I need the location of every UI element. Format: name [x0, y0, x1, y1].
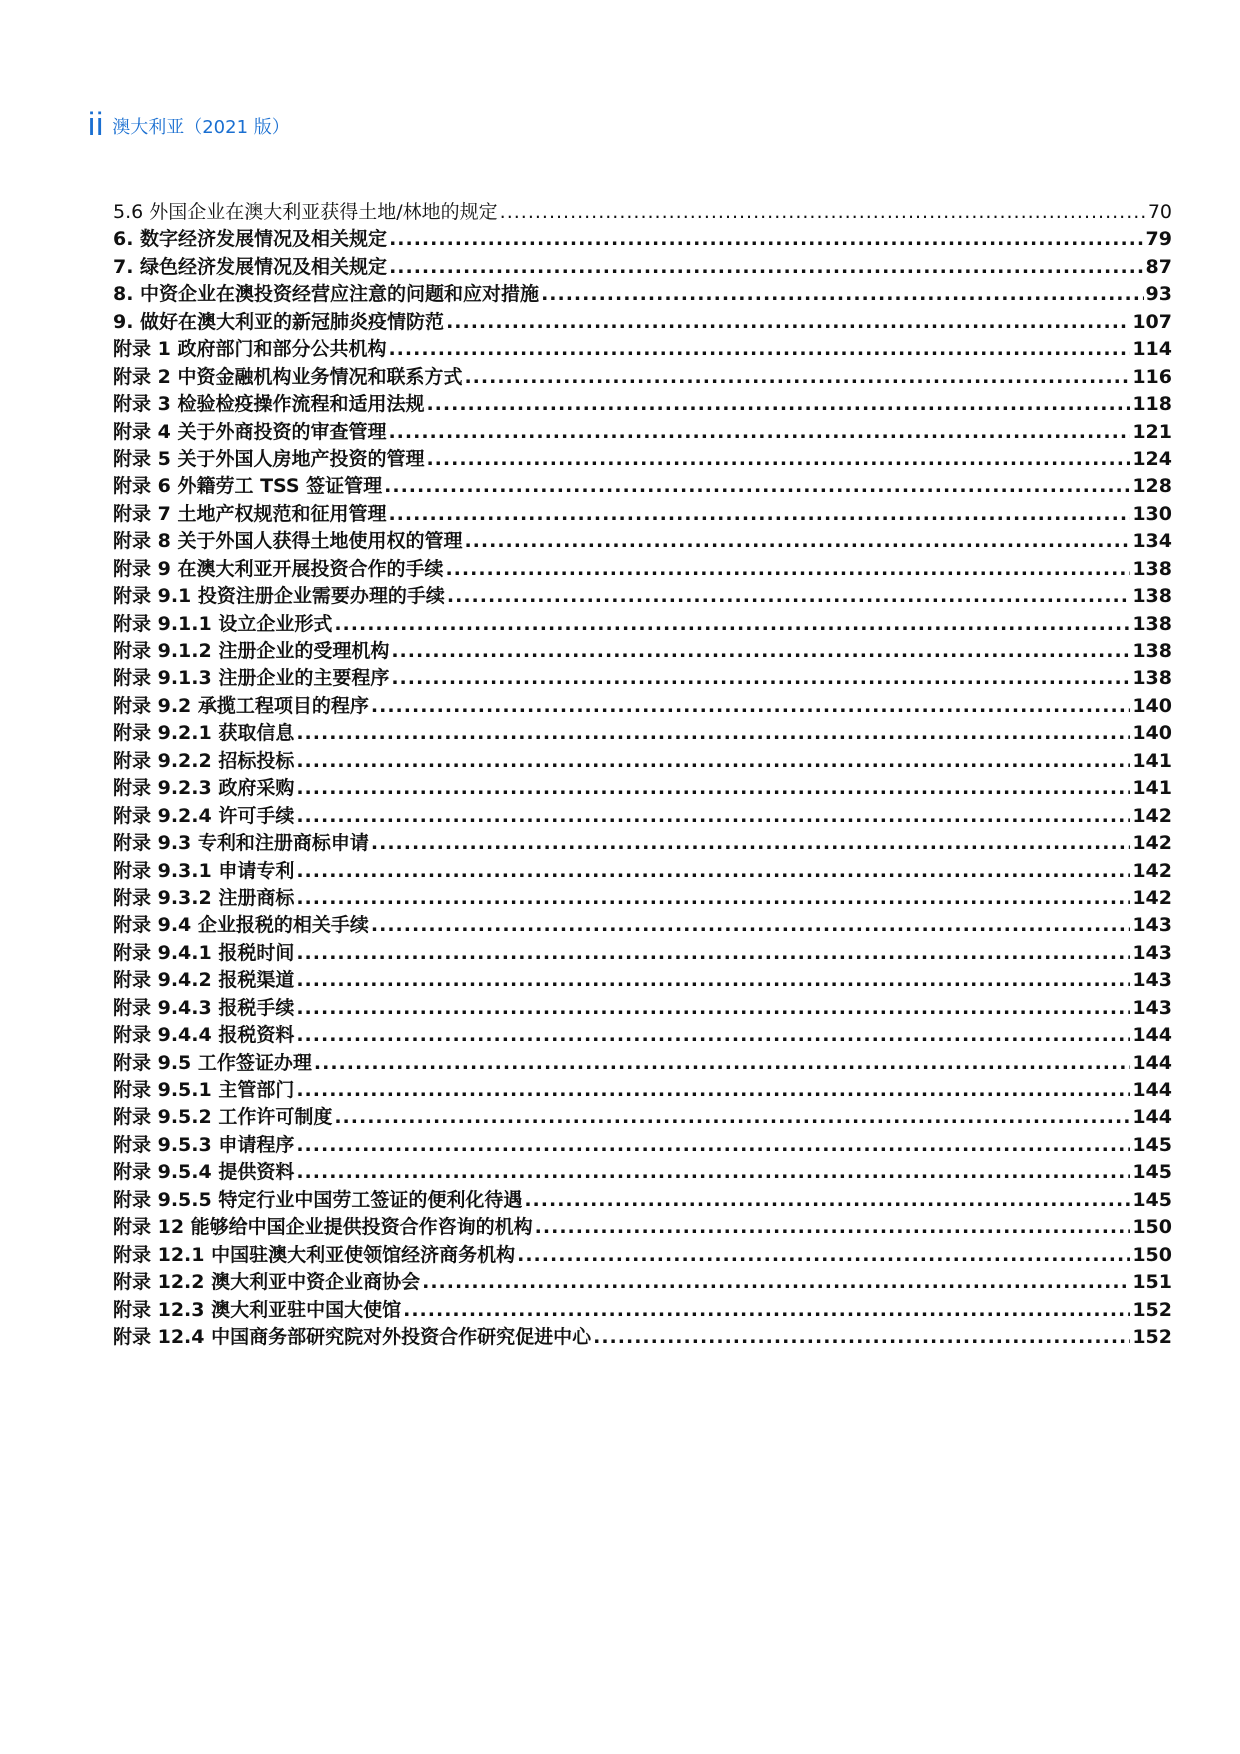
toc-entry-page: 142: [1132, 859, 1172, 882]
toc-entry-page: 130: [1132, 502, 1172, 525]
dot-leader: [446, 311, 1130, 333]
toc-entry-title: 附录 9.4 企业报税的相关手续: [113, 914, 369, 937]
toc-entry[interactable]: [113, 554, 1172, 581]
dot-leader: [426, 448, 1130, 470]
toc-entry-page: 138: [1132, 557, 1172, 580]
dot-leader: [371, 832, 1130, 854]
dot-leader: [388, 338, 1130, 360]
toc-entry[interactable]: [113, 1130, 1172, 1157]
toc-entry-title: 附录 9.2.2 招标投标: [113, 749, 295, 772]
toc-entry-page: 124: [1132, 447, 1172, 470]
toc-entry-title: 附录 9.1.1 设立企业形式: [113, 612, 333, 635]
toc-entry-page: 134: [1132, 530, 1172, 553]
toc-entry-title: 附录 9.5.3 申请程序: [113, 1133, 295, 1156]
toc-entry-title: 附录 3 检验检疫操作流程和适用法规: [113, 393, 425, 416]
dot-leader: [422, 1271, 1130, 1293]
dot-leader: [296, 860, 1130, 882]
page-number: ii: [88, 106, 105, 142]
dot-leader: [296, 750, 1130, 772]
toc-entry-page: 93: [1145, 283, 1172, 306]
toc-entry-title: 附录 4 关于外商投资的审查管理: [113, 420, 387, 443]
toc-entry-page: 141: [1132, 777, 1172, 800]
dot-leader: [464, 366, 1130, 388]
dot-leader: [334, 1106, 1130, 1128]
toc-entry-title: 8. 中资企业在澳投资经营应注意的问题和应对措施: [113, 283, 540, 306]
toc-entry[interactable]: [113, 471, 1172, 498]
toc-entry[interactable]: [113, 1020, 1172, 1047]
toc-entry-page: 143: [1132, 914, 1172, 937]
toc-entry[interactable]: [113, 1185, 1172, 1212]
toc-entry-page: 142: [1132, 804, 1172, 827]
toc-entry-title: 附录 9.2 承揽工程项目的程序: [113, 694, 369, 717]
dot-leader: [296, 1161, 1130, 1183]
toc-entry-page: 143: [1132, 969, 1172, 992]
toc-entry[interactable]: [113, 993, 1172, 1020]
toc-entry-title: 附录 9.5.1 主管部门: [113, 1079, 295, 1101]
dot-leader: [524, 1189, 1130, 1211]
dot-leader: [388, 503, 1130, 525]
toc-entry-title: 附录 9.4.2 报税渠道: [113, 969, 295, 992]
toc-entry-page: 138: [1132, 612, 1172, 635]
dot-leader: [384, 475, 1130, 497]
toc-entry[interactable]: [113, 828, 1172, 855]
dot-leader: [464, 530, 1130, 552]
dot-leader: [296, 969, 1130, 991]
toc-entry[interactable]: [113, 417, 1172, 444]
dot-leader: [314, 1052, 1130, 1074]
dot-leader: [296, 942, 1130, 964]
table-of-contents: [113, 197, 1172, 1349]
toc-entry-page: 140: [1132, 694, 1172, 717]
dot-leader: [296, 1134, 1130, 1156]
toc-entry-title: 附录 7 土地产权规范和征用管理: [113, 502, 387, 525]
toc-entry-page: 152: [1132, 1298, 1172, 1321]
toc-entry[interactable]: [113, 444, 1172, 471]
dot-leader: [296, 887, 1130, 909]
toc-entry[interactable]: [113, 499, 1172, 526]
toc-entry-page: 142: [1132, 832, 1172, 855]
dot-leader: [389, 228, 1143, 250]
toc-entry[interactable]: [113, 636, 1172, 663]
dot-leader: [334, 613, 1130, 635]
dot-leader: [296, 1024, 1130, 1046]
toc-entry[interactable]: [113, 197, 1172, 224]
toc-entry[interactable]: [113, 801, 1172, 828]
toc-entry-page: 140: [1132, 722, 1172, 745]
toc-entry-title: 附录 9.1.2 注册企业的受理机构: [113, 640, 390, 662]
running-header: [88, 108, 290, 140]
toc-entry-page: 145: [1132, 1161, 1172, 1184]
toc-entry[interactable]: [113, 746, 1172, 773]
toc-entry-page: 141: [1132, 749, 1172, 772]
toc-entry-title: 附录 9.1 投资注册企业需要办理的手续: [113, 585, 445, 608]
dot-leader: [296, 777, 1130, 799]
toc-entry-page: 121: [1132, 420, 1172, 443]
toc-entry-title: 附录 2 中资金融机构业务情况和联系方式: [113, 365, 463, 388]
toc-entry[interactable]: [113, 773, 1172, 800]
dot-leader: [296, 1079, 1130, 1101]
toc-entry-page: 150: [1132, 1216, 1172, 1239]
toc-entry[interactable]: [113, 389, 1172, 416]
toc-entry-title: 附录 9.2.1 获取信息: [113, 722, 295, 745]
toc-entry[interactable]: [113, 1212, 1172, 1239]
toc-entry-title: 附录 12.3 澳大利亚驻中国大使馆: [113, 1298, 402, 1321]
dot-leader: [389, 256, 1143, 278]
toc-entry-page: 143: [1132, 941, 1172, 964]
dot-leader: [541, 283, 1143, 305]
toc-entry-page: 144: [1132, 1079, 1172, 1101]
toc-entry-page: 114: [1132, 338, 1172, 361]
toc-entry-title: 5.6 外国企业在澳大利亚获得土地/林地的规定: [113, 201, 498, 223]
toc-entry-title: 附录 9 在澳大利亚开展投资合作的手续: [113, 557, 444, 580]
toc-entry[interactable]: [113, 691, 1172, 718]
toc-entry-title: 附录 12.1 中国驻澳大利亚使领馆经济商务机构: [113, 1243, 516, 1266]
dot-leader: [445, 558, 1130, 580]
toc-entry-title: 6. 数字经济发展情况及相关规定: [113, 228, 388, 251]
toc-entry-page: 128: [1132, 475, 1172, 498]
toc-entry[interactable]: [113, 1075, 1172, 1102]
document-title: 澳大利亚（2021 版）: [112, 117, 290, 138]
toc-entry-page: 87: [1145, 255, 1172, 278]
toc-entry-page: 144: [1132, 1106, 1172, 1129]
toc-entry[interactable]: [113, 334, 1172, 361]
toc-entry-title: 附录 9.5.5 特定行业中国劳工签证的便利化待遇: [113, 1188, 523, 1211]
dot-leader: [391, 640, 1130, 662]
toc-entry-title: 附录 9.5.4 提供资料: [113, 1161, 295, 1184]
toc-entry[interactable]: [113, 362, 1172, 389]
toc-entry-title: 7. 绿色经济发展情况及相关规定: [113, 255, 388, 278]
toc-entry[interactable]: [113, 1048, 1172, 1075]
toc-entry[interactable]: [113, 1322, 1172, 1349]
dot-leader: [500, 201, 1146, 223]
toc-entry[interactable]: [113, 1157, 1172, 1184]
toc-entry-page: 79: [1145, 228, 1172, 251]
toc-entry-title: 附录 12.4 中国商务部研究院对外投资合作研究促进中心: [113, 1325, 592, 1348]
toc-entry-title: 附录 9.4.4 报税资料: [113, 1024, 295, 1047]
toc-entry-page: 151: [1132, 1271, 1172, 1294]
toc-entry[interactable]: [113, 224, 1172, 251]
dot-leader: [391, 667, 1130, 689]
dot-leader: [371, 695, 1130, 717]
toc-entry-title: 附录 9.4.3 报税手续: [113, 996, 295, 1019]
dot-leader: [403, 1299, 1130, 1321]
dot-leader: [388, 421, 1130, 443]
toc-entry-title: 附录 9.5.2 工作许可制度: [113, 1106, 333, 1129]
toc-entry[interactable]: [113, 252, 1172, 279]
toc-entry-page: 145: [1132, 1133, 1172, 1156]
toc-entry-page: 138: [1132, 640, 1172, 662]
toc-entry-title: 附录 9.5 工作签证办理: [113, 1051, 312, 1074]
dot-leader: [517, 1244, 1130, 1266]
toc-entry[interactable]: [113, 1240, 1172, 1267]
toc-entry-title: 附录 6 外籍劳工 TSS 签证管理: [113, 475, 383, 498]
toc-entry-title: 附录 9.1.3 注册企业的主要程序: [113, 667, 390, 690]
toc-entry-page: 142: [1132, 886, 1172, 909]
dot-leader: [296, 997, 1130, 1019]
toc-entry[interactable]: [113, 663, 1172, 690]
toc-entry[interactable]: [113, 910, 1172, 937]
toc-entry-title: 附录 9.3.2 注册商标: [113, 886, 295, 909]
toc-entry-title: 附录 1 政府部门和部分公共机构: [113, 338, 387, 361]
toc-entry[interactable]: [113, 1295, 1172, 1322]
toc-entry[interactable]: [113, 965, 1172, 992]
toc-entry-page: 118: [1132, 393, 1172, 416]
toc-entry[interactable]: [113, 1102, 1172, 1129]
dot-leader: [593, 1326, 1130, 1348]
toc-entry-page: 138: [1132, 667, 1172, 690]
toc-entry-page: 152: [1132, 1325, 1172, 1348]
dot-leader: [535, 1216, 1131, 1238]
toc-entry-page: 150: [1132, 1243, 1172, 1266]
toc-entry-title: 附录 8 关于外国人获得土地使用权的管理: [113, 530, 463, 553]
toc-entry-page: 107: [1132, 310, 1172, 333]
toc-entry-title: 附录 9.3 专利和注册商标申请: [113, 832, 369, 855]
toc-entry[interactable]: [113, 883, 1172, 910]
toc-entry-page: 138: [1132, 585, 1172, 608]
toc-entry[interactable]: [113, 718, 1172, 745]
toc-entry[interactable]: [113, 526, 1172, 553]
toc-entry[interactable]: [113, 581, 1172, 608]
toc-entry[interactable]: [113, 938, 1172, 965]
toc-entry-page: 70: [1147, 201, 1172, 223]
toc-entry[interactable]: [113, 279, 1172, 306]
toc-entry-title: 附录 9.2.3 政府采购: [113, 777, 295, 800]
dot-leader: [296, 722, 1130, 744]
dot-leader: [296, 805, 1130, 827]
toc-entry-title: 9. 做好在澳大利亚的新冠肺炎疫情防范: [113, 310, 445, 333]
dot-leader: [447, 585, 1130, 607]
toc-entry-page: 144: [1132, 1051, 1172, 1074]
toc-entry-title: 附录 5 关于外国人房地产投资的管理: [113, 447, 425, 470]
toc-entry-title: 附录 9.3.1 申请专利: [113, 859, 295, 882]
toc-entry[interactable]: [113, 856, 1172, 883]
toc-entry-title: 附录 9.4.1 报税时间: [113, 941, 295, 964]
toc-entry-page: 145: [1132, 1188, 1172, 1211]
toc-entry[interactable]: [113, 609, 1172, 636]
toc-entry[interactable]: [113, 307, 1172, 334]
toc-entry-title: 附录 12.2 澳大利亚中资企业商协会: [113, 1271, 421, 1294]
toc-entry-page: 116: [1132, 365, 1172, 388]
toc-entry-title: 附录 9.2.4 许可手续: [113, 804, 295, 827]
dot-leader: [426, 393, 1130, 415]
toc-entry-title: 附录 12 能够给中国企业提供投资合作咨询的机构: [113, 1216, 533, 1239]
toc-entry-page: 143: [1132, 996, 1172, 1019]
toc-entry-page: 144: [1132, 1024, 1172, 1047]
toc-entry[interactable]: [113, 1267, 1172, 1294]
dot-leader: [371, 914, 1130, 936]
